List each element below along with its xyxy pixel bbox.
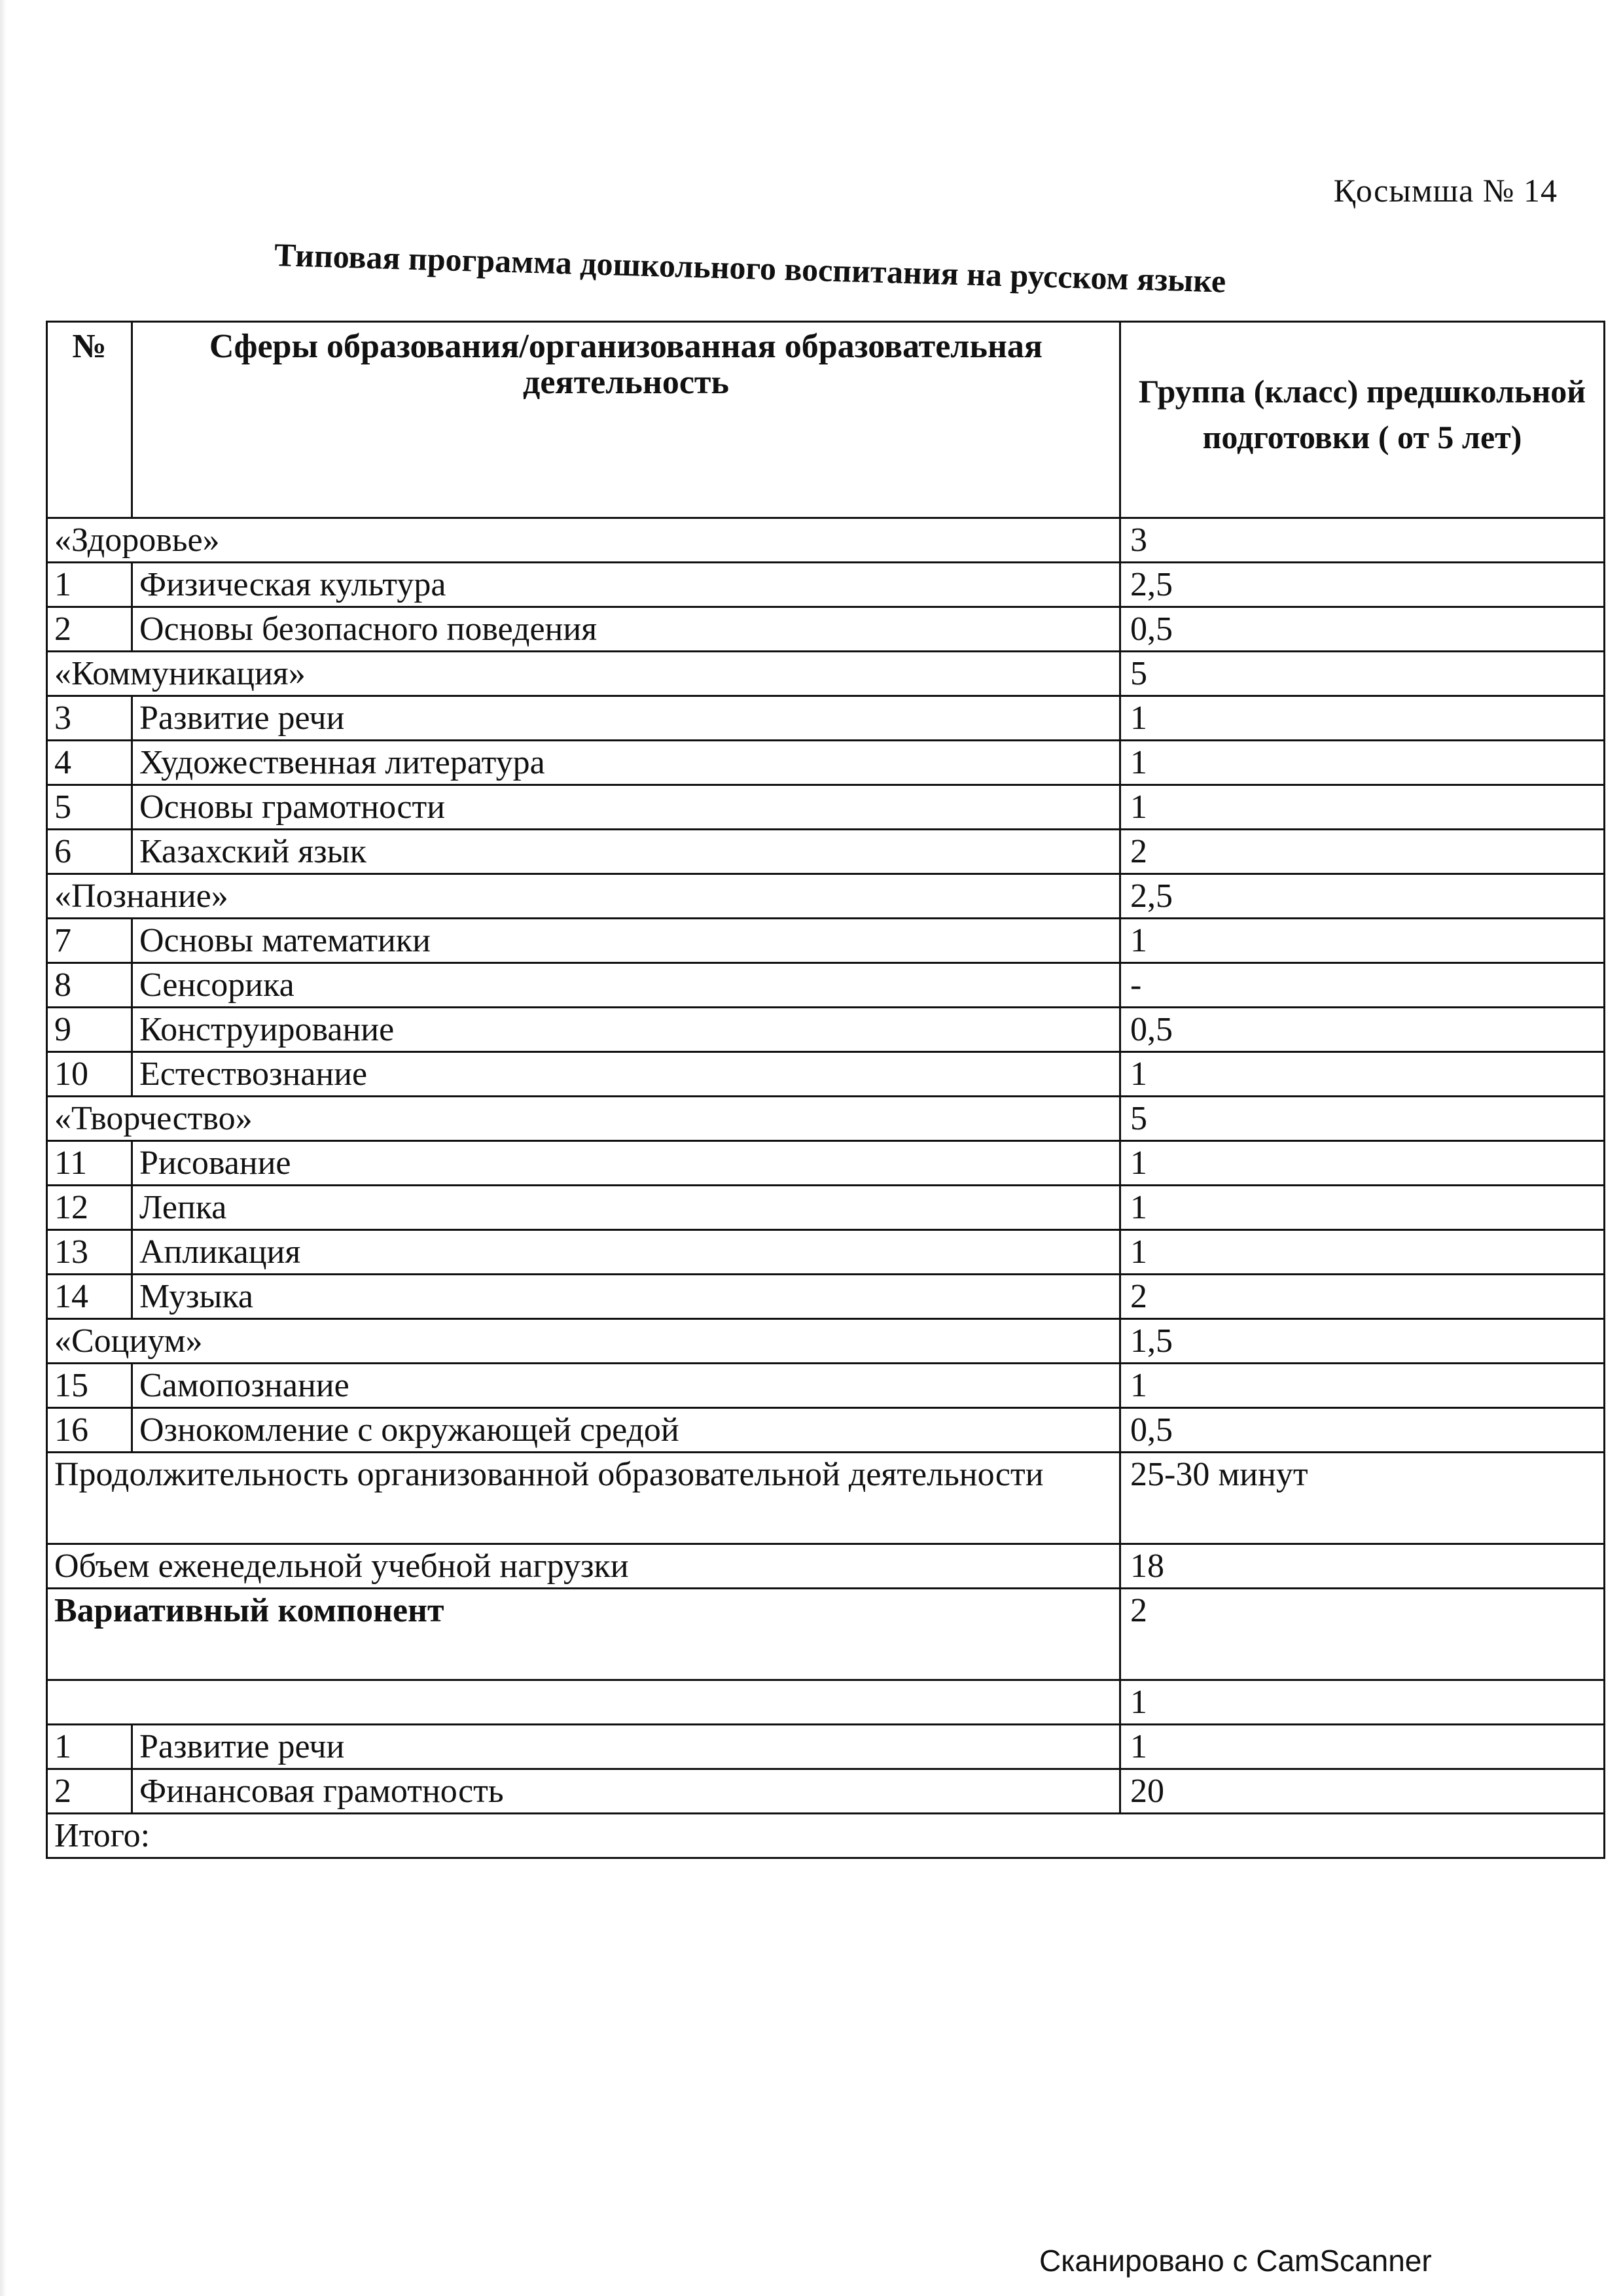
item-name: Основы математики (132, 919, 1120, 963)
item-number: 16 (47, 1408, 132, 1453)
item-number: 3 (47, 696, 132, 741)
item-value: 1 (1120, 1186, 1605, 1230)
table-row (47, 1186, 1605, 1230)
section-total: 1,5 (1120, 1319, 1605, 1364)
camscanner-watermark: Сканировано с CamScanner (1039, 2244, 1432, 2278)
table-row (47, 1408, 1605, 1453)
item-value: 1 (1120, 919, 1605, 963)
section-title: «Коммуникация» (47, 652, 1120, 696)
section-total: 5 (1120, 1097, 1605, 1141)
header-number: № (47, 322, 132, 518)
item-value: 2 (1120, 830, 1605, 874)
total-label: Итого: (47, 1814, 1605, 1858)
item-number: 14 (47, 1275, 132, 1319)
item-value: 1 (1120, 785, 1605, 830)
section-row (47, 518, 1605, 563)
item-name: Развитие речи (132, 696, 1120, 741)
item-number: 11 (47, 1141, 132, 1186)
section-title: «Здоровье» (47, 518, 1120, 563)
header-preschool-group: Группа (класс) предшкольной подготовки ( от 5 лет) (1120, 322, 1605, 518)
section-row (47, 652, 1605, 696)
variative-item-number: 1 (47, 1725, 132, 1769)
table-row (47, 830, 1605, 874)
duration-row (47, 1453, 1605, 1544)
item-number: 10 (47, 1052, 132, 1097)
item-name: Рисование (132, 1141, 1120, 1186)
weekly-load-row (47, 1544, 1605, 1589)
item-number: 13 (47, 1230, 132, 1275)
item-value: 0,5 (1120, 1408, 1605, 1453)
table-header-row (47, 322, 1605, 518)
section-row (47, 1319, 1605, 1364)
section-row (47, 1097, 1605, 1141)
header-education-area: Сферы образования/организованная образовательная деятельность (132, 322, 1120, 518)
variative-item-value: 20 (1120, 1769, 1605, 1814)
table-row (47, 963, 1605, 1008)
appendix-label: Қосымша № 14 (1333, 172, 1558, 209)
item-number: 12 (47, 1186, 132, 1230)
item-name: Ознокомление с окружающей средой (132, 1408, 1120, 1453)
total-row (47, 1814, 1605, 1858)
table-row (47, 696, 1605, 741)
section-title: «Социум» (47, 1319, 1120, 1364)
variative-item-value: 1 (1120, 1725, 1605, 1769)
item-value: 2 (1120, 1275, 1605, 1319)
table-row (47, 1008, 1605, 1052)
item-number: 5 (47, 785, 132, 830)
section-title: «Познание» (47, 874, 1120, 919)
table-row (47, 563, 1605, 607)
item-name: Физическая культура (132, 563, 1120, 607)
item-value: - (1120, 963, 1605, 1008)
item-value: 1 (1120, 1364, 1605, 1408)
variative-item-row (47, 1769, 1605, 1814)
item-value: 0,5 (1120, 1008, 1605, 1052)
table-row (47, 785, 1605, 830)
item-name: Основы безопасного поведения (132, 607, 1120, 652)
section-total: 5 (1120, 652, 1605, 696)
variative-row (47, 1589, 1605, 1680)
duration-label: Продолжительность организованной образовательной деятельности (47, 1453, 1120, 1544)
variative-blank-value: 1 (1120, 1680, 1605, 1725)
item-name: Казахский язык (132, 830, 1120, 874)
item-name: Художественная литература (132, 741, 1120, 785)
table-row (47, 741, 1605, 785)
item-value: 1 (1120, 1230, 1605, 1275)
item-name: Основы грамотности (132, 785, 1120, 830)
table-row (47, 1230, 1605, 1275)
item-value: 1 (1120, 741, 1605, 785)
item-number: 1 (47, 563, 132, 607)
item-number: 7 (47, 919, 132, 963)
variative-item-row (47, 1725, 1605, 1769)
curriculum-table-container (46, 321, 1603, 1859)
item-name: Конструирование (132, 1008, 1120, 1052)
section-total: 2,5 (1120, 874, 1605, 919)
item-value: 1 (1120, 1052, 1605, 1097)
item-name: Самопознание (132, 1364, 1120, 1408)
item-value: 1 (1120, 1141, 1605, 1186)
table-row (47, 1364, 1605, 1408)
table-row (47, 1275, 1605, 1319)
section-row (47, 874, 1605, 919)
item-number: 8 (47, 963, 132, 1008)
item-value: 0,5 (1120, 607, 1605, 652)
item-number: 6 (47, 830, 132, 874)
variative-blank-row (47, 1680, 1605, 1725)
item-name: Сенсорика (132, 963, 1120, 1008)
section-title: «Творчество» (47, 1097, 1120, 1141)
document-title: Типовая программа дошкольного воспитания на русском языке (274, 236, 1226, 300)
variative-item-name: Финансовая грамотность (132, 1769, 1120, 1814)
item-name: Естествознание (132, 1052, 1120, 1097)
item-value: 1 (1120, 696, 1605, 741)
curriculum-table (46, 321, 1605, 1859)
item-name: Музыка (132, 1275, 1120, 1319)
table-row (47, 1052, 1605, 1097)
table-row (47, 919, 1605, 963)
item-number: 9 (47, 1008, 132, 1052)
variative-item-number: 2 (47, 1769, 132, 1814)
duration-value: 25-30 минут (1120, 1453, 1605, 1544)
item-name: Лепка (132, 1186, 1120, 1230)
item-name: Апликация (132, 1230, 1120, 1275)
item-number: 2 (47, 607, 132, 652)
section-total: 3 (1120, 518, 1605, 563)
table-row (47, 607, 1605, 652)
weekly-load-value: 18 (1120, 1544, 1605, 1589)
variative-title: Вариативный компонент (47, 1589, 1120, 1680)
table-row (47, 1141, 1605, 1186)
weekly-load-label: Объем еженедельной учебной нагрузки (47, 1544, 1120, 1589)
item-value: 2,5 (1120, 563, 1605, 607)
item-number: 4 (47, 741, 132, 785)
variative-item-name: Развитие речи (132, 1725, 1120, 1769)
variative-total: 2 (1120, 1589, 1605, 1680)
variative-blank (47, 1680, 1120, 1725)
page-edge-shadow (0, 0, 7, 2296)
item-number: 15 (47, 1364, 132, 1408)
